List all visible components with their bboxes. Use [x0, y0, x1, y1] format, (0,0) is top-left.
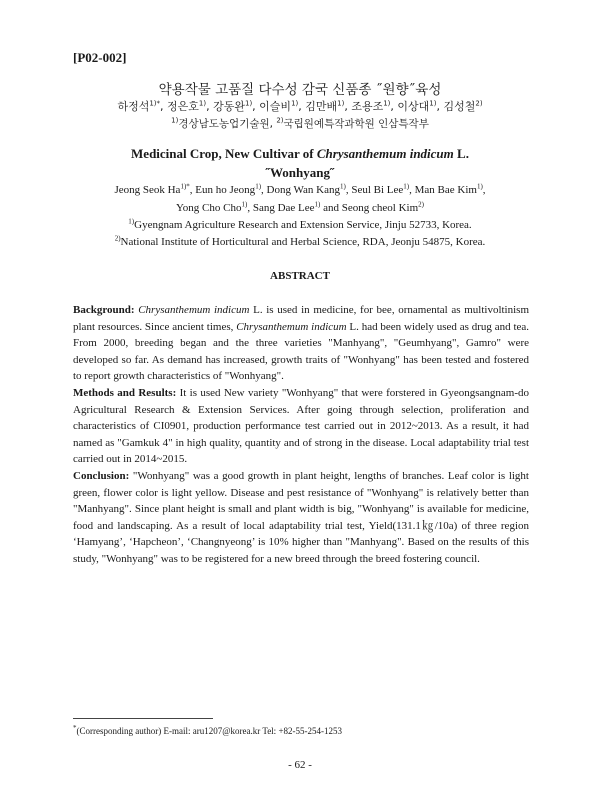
korean-authors: 하정석$^{1)*}$, 정은호$^{1)}$, 강동완$^{1)}$, 이슬비$^{1)}$, 김만배$^{1)}$, 조용조$^{1)}$, 이상대$^{1)}$, 김성철$^{2)}$	[117, 99, 483, 113]
abstract-heading: ABSTRACT	[270, 270, 330, 282]
en-author: Dong Wan Kang	[266, 184, 340, 196]
conclusion-text: "Wonhyang" was a good growth in plant height, lengths of branches. Leaf color is light green, flower color is light yellow. Disease and pest resistance of "Wonhyang" is relatively better than "Manhyang". Since plant height is small and plant width is big, "Wonhyang" is available for medicine, food and landscaping. As a result of local adaptability trial test, Yield(131.1㎏/10a) of three region ‘Hamyang’, ‘Hapcheon’, ‘Changnyeong’ is 10% higher than "Manhyang". Based on the results of this study, "Wonhyang" was to be registered for a new breed through the breed fostering council.	[73, 469, 529, 565]
kr-author: 김만배	[305, 100, 338, 113]
en-author: Seul Bi Lee	[351, 184, 404, 196]
en-author-sup: 1)	[255, 182, 262, 191]
corresponding-author-footnote	[73, 726, 342, 736]
en-author: Eun ho Jeong	[195, 184, 256, 196]
kr-author: 강동완	[213, 100, 245, 113]
background-paragraph	[73, 302, 529, 385]
kr-author-sup: 1)	[337, 99, 345, 108]
english-title-part: L.	[453, 146, 469, 161]
background-text: L. is used in medicine, for bee, ornamental as multivoltinism plant resources. Since ancient times,	[73, 304, 530, 333]
footnote-text: (Corresponding author) E-mail: aru1207@korea.kr Tel: +82-55-254-1253	[76, 726, 343, 736]
english-authors-line2: Yong Cho Cho$^{1)}$, Sang Dae Lee$^{1)}$ and Seong cheol Kim$^{2)}$	[175, 200, 425, 214]
poster-code: [P02-002]	[73, 50, 127, 65]
species-name: Chrysanthemum indicum	[138, 304, 250, 316]
kr-author-sup: 1)	[291, 99, 299, 108]
affil-text: National Institute of Horticultural and Herbal Science, RDA, Jeonju 54875, Korea.	[120, 236, 486, 248]
kr-affil-text: 경상남도농업기술원,	[178, 118, 277, 130]
affil-sup: 1)	[128, 217, 135, 226]
kr-affil-sup: 1)	[171, 116, 179, 125]
en-author-sup: 1)*	[180, 182, 190, 191]
en-author: Seong cheol Kim	[341, 202, 419, 214]
kr-author-sup: 2)	[475, 99, 483, 108]
english-title-cultivar: ˝Wonhyang˝	[265, 165, 335, 180]
footnote-divider	[73, 718, 213, 719]
en-author-sup: 1)	[241, 200, 248, 209]
english-authors-line1: Jeong Seok $Ha^{1)*}$, Eun ho Jeong$^{1)}$, Dong Wan Kang$^{1)}$, Seul Bi Lee$^{1)}$, Man Bae Kim$^{1)}$,	[114, 182, 486, 196]
methods-text: It is used New variety "Wonhyang" that were forstered in Gyeongsangnam-do Agricultural Research & Extension Services. After going through selection, proliferation and characteristics of CI0901, production performance test carried out in 2012~2013. As a result, it had named as "Gamkuk 4" in high quality, quantity and of strong in the disease. Local adaptability trial test carried out in 2014~2015.	[73, 386, 529, 466]
kr-author: 김성철	[443, 100, 476, 113]
kr-affil-text: 국립원예특작과학원 인삼특작부	[283, 118, 429, 130]
en-author-sup: 1)	[403, 182, 410, 191]
kr-author-sup: 1)	[429, 99, 437, 108]
english-affiliation-1	[0, 219, 600, 231]
kr-author: 이슬비	[259, 100, 292, 113]
en-author: Man Bae Kim	[414, 184, 477, 196]
conclusion-label: Conclusion:	[73, 469, 130, 482]
en-author: Jeong Seok Ha	[114, 184, 181, 196]
page-number: - 62 -	[288, 759, 312, 771]
english-title-species: Chrysanthemum indicum	[316, 146, 454, 161]
en-author-sup: 1)	[476, 182, 483, 191]
english-title-part: Medicinal Crop, New Cultivar of	[131, 146, 317, 161]
kr-author: 하정석	[117, 100, 150, 113]
en-author: Yong Cho Cho	[175, 202, 242, 214]
kr-affil-sup: 2)	[276, 116, 284, 125]
en-author: Sang Dae Lee	[252, 202, 315, 214]
methods-label: Methods and Results:	[73, 386, 177, 399]
kr-author: 조용조	[351, 100, 384, 113]
kr-author-sup: 1)	[244, 99, 253, 108]
kr-author-sup: 1)	[383, 99, 391, 108]
kr-author: 이상대	[397, 100, 430, 113]
conclusion-paragraph	[73, 468, 529, 568]
english-title	[0, 146, 600, 162]
korean-affiliations	[0, 116, 600, 131]
en-author-sup: 1)	[340, 182, 346, 191]
background-label: Background:	[73, 304, 135, 316]
affil-sup: 2)	[114, 234, 121, 243]
kr-author-sup: 1)	[198, 99, 207, 108]
species-name: Chrysanthemum indicum	[236, 320, 347, 333]
en-author-sup: 2)	[418, 200, 425, 209]
abstract-body	[73, 302, 529, 568]
kr-author-sup: 1)*	[149, 99, 161, 108]
english-affiliation-2	[0, 236, 600, 248]
methods-paragraph	[73, 385, 529, 468]
background-text: L. had been widely used as drug and tea. From 2000, breeding began and the three varieties "Manhyang", "Geumhyang", Gamro" were developed so far. As demand has increased, growth traits of "Wonhyang" has been tested and fostered to report growth characteristics of "Wonhyang".	[73, 320, 530, 383]
affil-text: Gyengnam Agriculture Research and Extension Service, Jinju 52733, Korea.	[134, 219, 472, 231]
footnote-sup: *	[73, 724, 77, 732]
kr-author: 정은호	[167, 100, 199, 113]
korean-title: 약용작물 고품질 다수성 감국 신품종 ˝원향˝육성	[158, 82, 442, 98]
en-author-sup: 1)	[314, 200, 321, 209]
